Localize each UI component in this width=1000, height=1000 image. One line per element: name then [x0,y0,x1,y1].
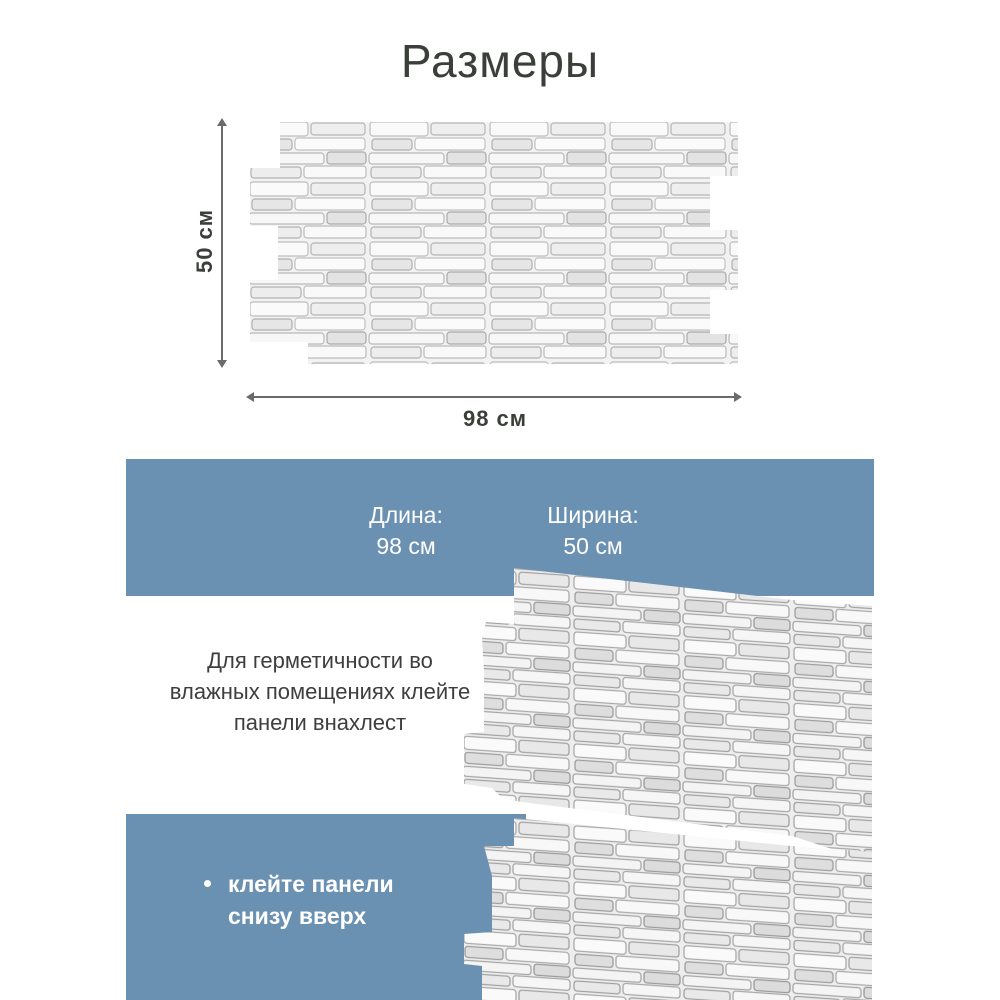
width-dimension-label: 98 см [462,406,528,431]
bullet-dot-icon [204,880,211,887]
width-value: 50 см [563,533,623,559]
length-spec [336,500,476,562]
width-dimension-line [252,396,736,398]
length-label: Длина: [369,502,443,528]
stone-panel-image [248,120,740,366]
stone-panel-lower-image [462,816,874,1000]
arrow-down-icon [217,360,227,368]
installation-note: Для герметичности во влажных помещениях клейте панели внахлест [169,648,471,735]
page-title: Размеры [400,35,600,87]
length-value: 98 см [376,533,436,559]
width-spec [508,500,678,562]
height-dimension-line [221,124,223,362]
height-dimension-label: 50 см [192,208,217,274]
arrow-right-icon [734,392,742,402]
bullet-tip-text: клейте панели снизу вверх [228,871,394,929]
width-label: Ширина: [547,502,639,528]
